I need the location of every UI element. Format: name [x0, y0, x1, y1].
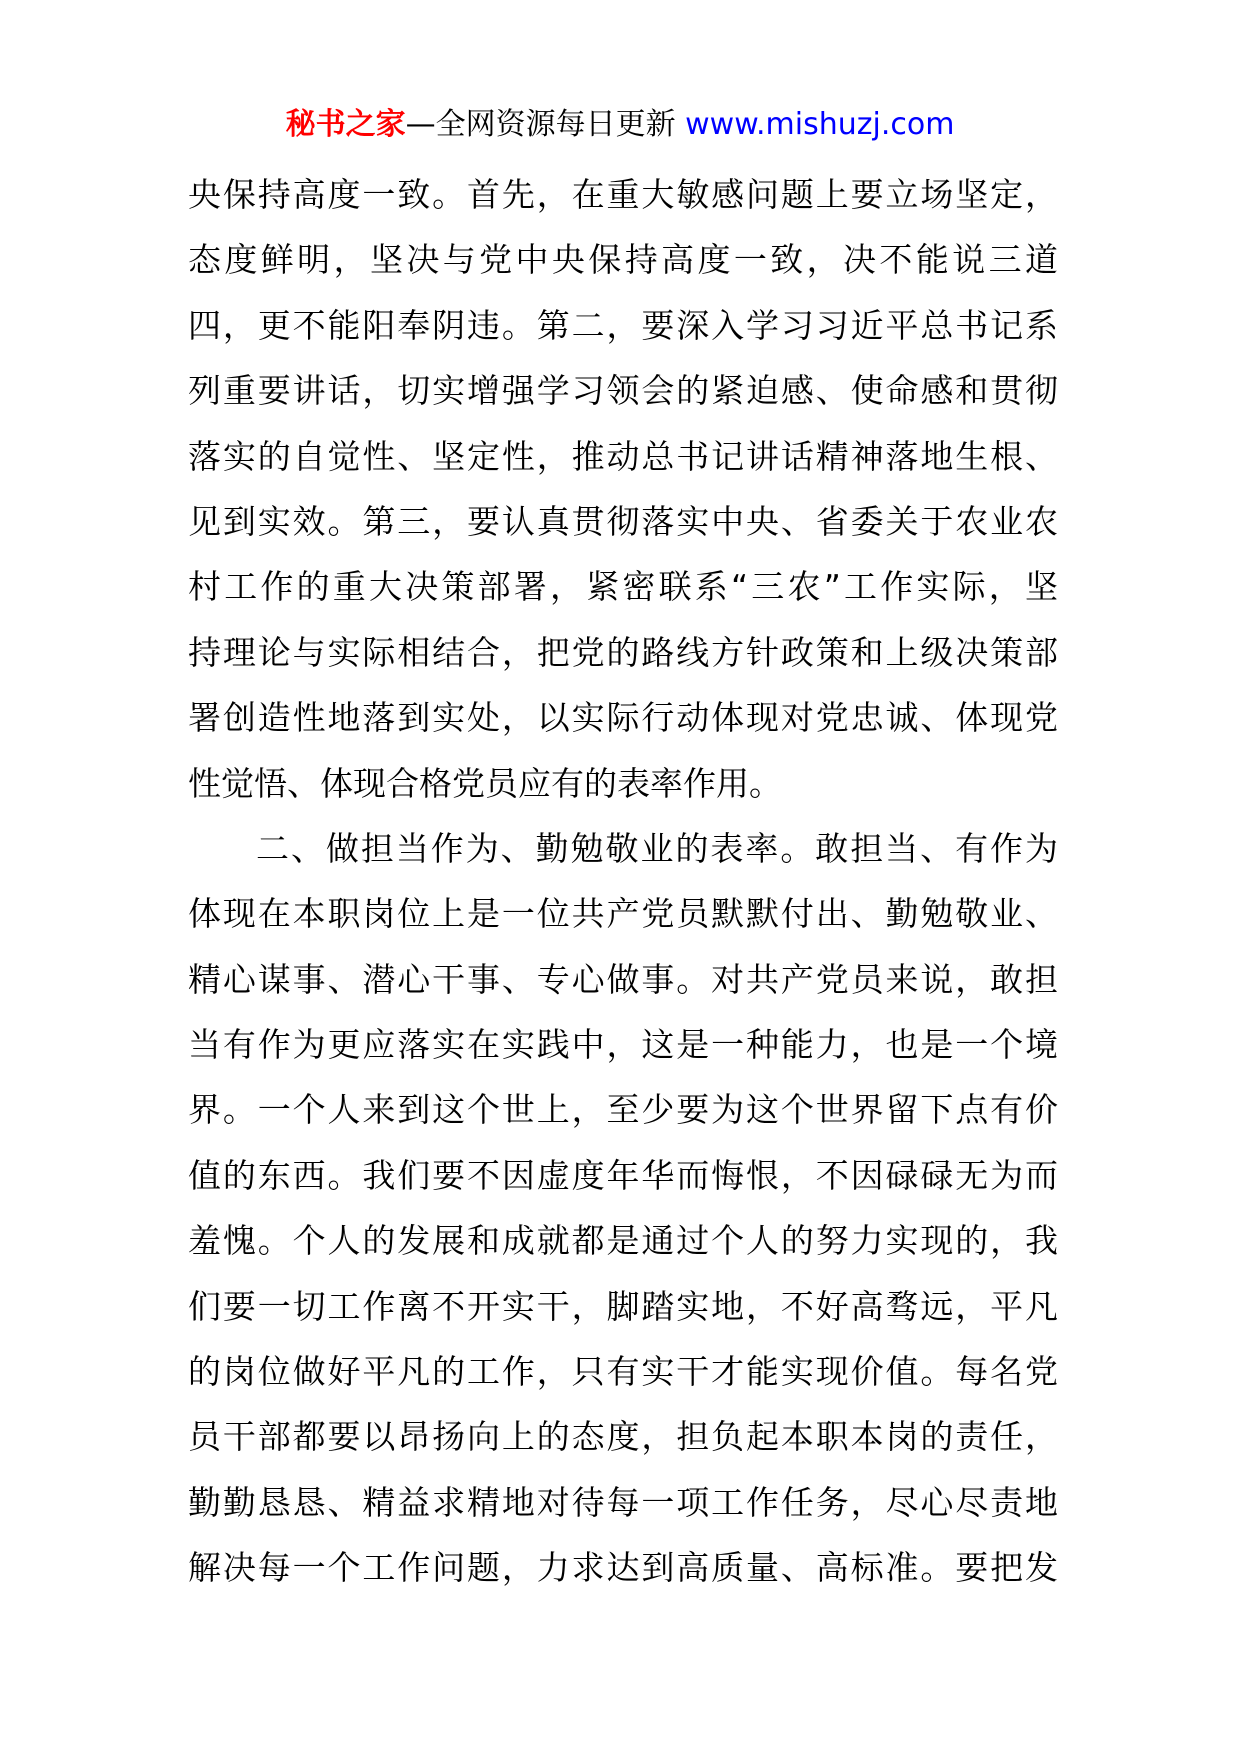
page-header: [0, 100, 1240, 150]
text-line: 性觉悟、体现合格党员应有的表率作用。: [188, 763, 782, 803]
header-slogan: —全网资源每日更新: [405, 107, 686, 142]
text-line: 羞愧。个人的发展和成就都是通过个人的努力实现的，我: [188, 1221, 1058, 1261]
brand-name: 秘书之家: [285, 107, 406, 142]
text-line: 精心谋事、潜心干事、专心做事。对共产党员来说，敢担: [188, 959, 1058, 999]
text-line: 当有作为更应落实在实践中，这是一种能力，也是一个境: [188, 1025, 1058, 1065]
text-line: 持理论与实际相结合，把党的路线方针政策和上级决策部: [188, 632, 1058, 672]
text-line: 体现在本职岗位上是一位共产党员默默付出、勤勉敬业、: [188, 894, 1058, 934]
text-line: 值的东西。我们要不因虚度年华而悔恨，不因碌碌无为而: [188, 1155, 1058, 1195]
text-line: 界。一个人来到这个世上，至少要为这个世界留下点有价: [188, 1090, 1058, 1130]
text-line: 态度鲜明，坚决与党中央保持高度一致，决不能说三道: [188, 240, 1058, 280]
text-line: 央保持高度一致。首先，在重大敏感问题上要立场坚定，: [188, 175, 1058, 214]
site-url-link[interactable]: www.mishuzj.com: [685, 107, 955, 142]
text-line: 勤勤恳恳、精益求精地对待每一项工作任务，尽心尽责地: [188, 1482, 1058, 1522]
text-line: 落实的自觉性、坚定性，推动总书记讲话精神落地生根、: [188, 436, 1058, 476]
text-line: 解决每一个工作问题，力求达到高质量、高标准。要把发: [188, 1548, 1058, 1588]
text-line: 见到实效。第三，要认真贯彻落实中央、省委关于农业农: [188, 501, 1058, 541]
text-line: 们要一切工作离不开实干，脚踏实地，不好高骛远，平凡: [188, 1286, 1058, 1326]
text-line: 四，更不能阳奉阴违。第二，要深入学习习近平总书记系: [188, 305, 1058, 345]
section-heading-line: 二、做担当作为、勤勉敬业的表率。敢担当、有作为: [256, 828, 1058, 868]
text-line: 员干部都要以昂扬向上的态度，担负起本职本岗的责任，: [188, 1417, 1058, 1457]
text-line: 村工作的重大决策部署，紧密联系“三农”工作实际，坚: [188, 567, 1058, 607]
body-text: [188, 162, 1058, 1601]
text-line: 列重要讲话，切实增强学习领会的紧迫感、使命感和贯彻: [188, 371, 1058, 411]
text-line: 的岗位做好平凡的工作，只有实干才能实现价值。每名党: [188, 1352, 1058, 1392]
text-line: 署创造性地落到实处，以实际行动体现对党忠诚、体现党: [188, 698, 1058, 738]
